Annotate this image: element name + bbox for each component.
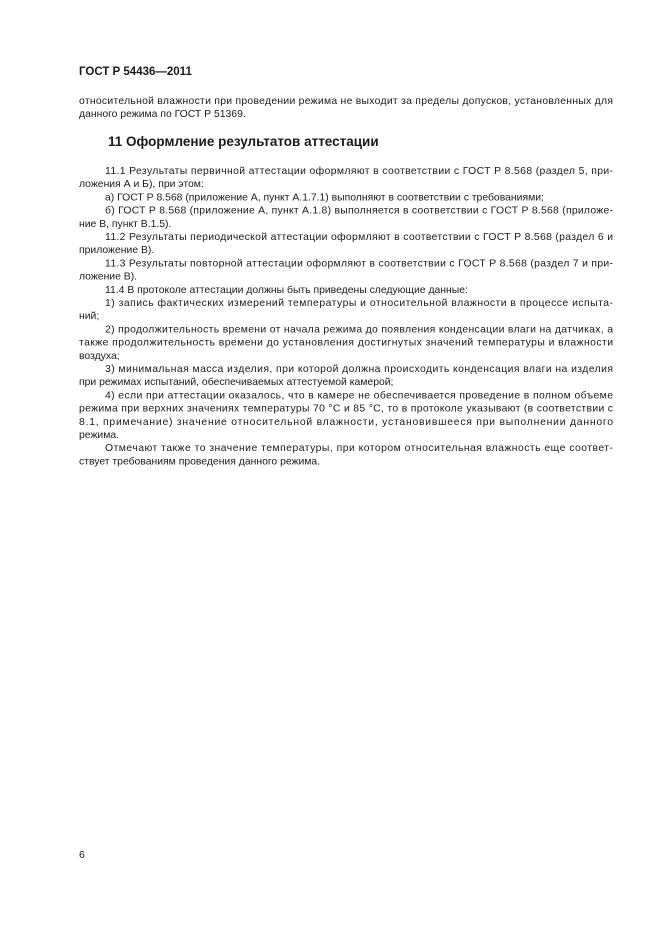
text-line: 2) продолжительность времени от начала режима до появления конденсации влаги на датчиках, а (105, 324, 613, 336)
text-line: относительной влажности при проведении режима не выходит за пределы допусков, установленных для (79, 96, 613, 107)
text-line: а) ГОСТ Р 8.568 (приложение А, пункт А.1.7.1) выполняют в соответствии с требованиями; (105, 192, 544, 204)
section-body (79, 165, 613, 467)
text-line: режима при верхних значениях температуры 70 °С и 85 °С, то в протоколе указывают (в соответствии с (79, 403, 613, 415)
text-line: 11.3 Результаты повторной аттестации оформляют в соответствии с ГОСТ Р 8.568 (раздел 7 и при- (105, 258, 613, 270)
text-line: 4) если при аттестации оказалось, что в камере не обеспечивается проведение в полном объеме (105, 390, 613, 402)
text-line: 8.1, примечание) значение относительной влажности, установившееся при выполнении данного (79, 416, 614, 428)
text-line: 1) запись фактических измерений температуры и относительной влажности в процессе испыта- (105, 298, 613, 309)
text-line: режима. (79, 430, 120, 441)
text-line: воздуха; (79, 350, 120, 362)
text-line: ложение В). (79, 271, 138, 283)
document-code-header: ГОСТ Р 54436—2011 (79, 66, 192, 78)
text-line: Отмечают также то значение температуры, при котором относительная влажность еще соответ- (105, 443, 613, 455)
text-line: ние В, пункт В.1.5). (79, 218, 172, 230)
text-line: 11.4 В протоколе аттестации должны быть приведены следующие данные: (105, 284, 468, 296)
text-line: данного режима по ГОСТ Р 51369. (79, 109, 246, 121)
text-line: ний; (79, 311, 100, 323)
text-line: также продолжительность времени до установления достигнутых значений температуры и влажности (79, 337, 613, 349)
text-line: приложение В). (79, 245, 155, 257)
page-number: 6 (79, 850, 85, 861)
text-line: ложения А и Б), при этом: (79, 179, 204, 191)
text-line: б) ГОСТ Р 8.568 (приложение А, пункт А.1.8) выполняется в соответствии с ГОСТ Р 8.568 (приложе- (105, 205, 613, 217)
intro-paragraph (79, 96, 613, 120)
text-line: 3) минимальная масса изделия, при которой должна происходить конденсация влаги на изделия (105, 364, 613, 375)
text-line: 11.1 Результаты первичной аттестации оформляют в соответствии с ГОСТ Р 8.568 (раздел 5, при- (105, 166, 613, 177)
text-line: при режимах испытаний, обеспечиваемых аттестуемой камерой; (79, 377, 394, 389)
text-line: 11.2 Результаты периодической аттестации оформляют в соответствии с ГОСТ Р 8.568 (раздел 6 и (105, 232, 613, 243)
section-heading: 11 Оформление результатов аттестации (108, 134, 379, 149)
text-line: ствует требованиям проведения данного режима. (79, 456, 321, 468)
